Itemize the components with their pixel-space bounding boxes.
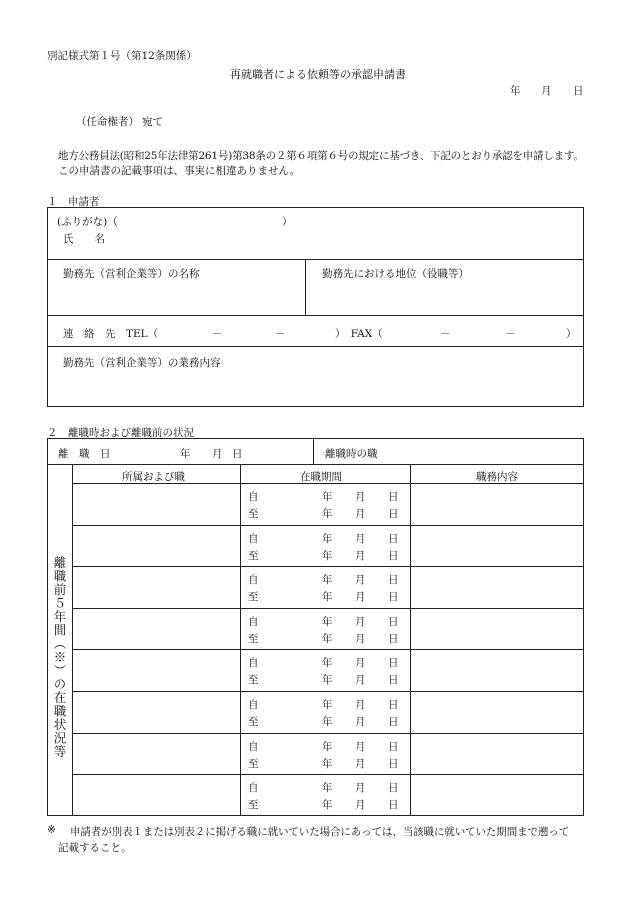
document-title: 再就職者による依頼等の承認申請書	[230, 68, 406, 81]
fax-dash-1: －	[440, 328, 451, 340]
from-label: 自	[248, 657, 259, 670]
divider	[47, 464, 584, 465]
divider	[47, 346, 584, 347]
employer-position-label: 勤務先における地位（役職等）	[322, 268, 469, 280]
duty-cell[interactable]	[414, 777, 580, 813]
addressee-suffix: 宛て	[142, 116, 163, 128]
from-label: 自	[248, 699, 259, 711]
divider	[47, 315, 584, 316]
dept-cell[interactable]	[76, 777, 236, 813]
from-month: 月	[355, 574, 366, 587]
from-month: 月	[355, 699, 366, 711]
dept-cell[interactable]	[76, 611, 236, 647]
contact-label: 連 絡 先	[63, 328, 116, 340]
footnote-mark: ※	[47, 824, 56, 836]
dept-cell[interactable]	[76, 652, 236, 688]
col-duty-header: 職務内容	[476, 471, 518, 483]
section2-heading: ２ 離職時および離職前の状況	[47, 427, 194, 439]
name-input[interactable]	[120, 228, 570, 248]
to-year: 年	[322, 716, 333, 728]
side-label: 離職前５年間（※）の在職状況等	[52, 556, 67, 759]
tel-label: TEL（	[126, 328, 159, 340]
to-day: 日	[388, 799, 399, 812]
to-year: 年	[322, 632, 333, 645]
from-month: 月	[355, 740, 366, 753]
to-label: 至	[248, 549, 259, 562]
addressee-label: （任命権者）	[76, 116, 139, 128]
from-day: 日	[388, 532, 399, 545]
to-label: 至	[248, 632, 259, 645]
furigana-label: (ふりがな)（	[57, 216, 118, 228]
to-year: 年	[322, 757, 333, 770]
to-label: 至	[248, 508, 259, 520]
from-year: 年	[322, 782, 333, 795]
divider	[47, 259, 584, 260]
to-month: 月	[355, 757, 366, 770]
to-day: 日	[388, 632, 399, 645]
row-divider	[72, 774, 584, 775]
to-day: 日	[388, 757, 399, 770]
row-divider	[72, 525, 584, 526]
to-label: 至	[248, 674, 259, 687]
from-label: 自	[248, 574, 259, 587]
from-year: 年	[322, 491, 333, 503]
row-divider	[72, 733, 584, 734]
from-label: 自	[248, 532, 259, 545]
footnote-line-1: 申請者が別表１または別表２に掲げる職に就いていた場合にあっては、当該職に就いていた期間まで遡って	[70, 826, 570, 838]
to-day: 日	[388, 508, 399, 520]
to-month: 月	[355, 591, 366, 604]
duty-cell[interactable]	[414, 528, 580, 564]
col-dept-header: 所属および職	[122, 471, 185, 483]
retire-post-input[interactable]	[385, 442, 575, 460]
from-day: 日	[388, 491, 399, 503]
dept-cell[interactable]	[76, 486, 236, 522]
from-month: 月	[355, 532, 366, 545]
to-label: 至	[248, 591, 259, 604]
from-year: 年	[322, 615, 333, 628]
employer-name-input[interactable]	[60, 282, 300, 310]
dept-cell[interactable]	[76, 736, 236, 772]
from-label: 自	[248, 615, 259, 628]
from-label: 自	[248, 782, 259, 795]
duty-cell[interactable]	[414, 611, 580, 647]
from-year: 年	[322, 532, 333, 545]
to-label: 至	[248, 716, 259, 728]
to-month: 月	[355, 508, 366, 520]
retire-month: 月	[212, 448, 223, 460]
from-month: 月	[355, 615, 366, 628]
to-month: 月	[355, 716, 366, 728]
row-divider	[72, 691, 584, 692]
divider	[410, 464, 411, 816]
retire-post-label: 離職時の職	[325, 448, 378, 460]
furigana-close: ）	[282, 216, 293, 228]
from-year: 年	[322, 574, 333, 587]
duty-cell[interactable]	[414, 486, 580, 522]
to-year: 年	[322, 674, 333, 687]
duty-cell[interactable]	[414, 569, 580, 605]
dept-cell[interactable]	[76, 528, 236, 564]
intro-line-1: 地方公務員法(昭和25年法律第261号)第38条の２第６項第６号の規定に基づき、下記のとおり承認を申請します。	[58, 150, 584, 162]
from-label: 自	[248, 491, 259, 503]
employer-position-input[interactable]	[318, 282, 578, 310]
from-year: 年	[322, 699, 333, 711]
from-month: 月	[355, 782, 366, 795]
from-day: 日	[388, 782, 399, 795]
to-day: 日	[388, 674, 399, 687]
date-day: 日	[573, 85, 584, 97]
form-number: 別記様式第１号（第12条関係）	[47, 50, 197, 62]
divider	[240, 464, 241, 816]
date-year: 年	[510, 85, 521, 97]
row-divider	[72, 649, 584, 650]
from-month: 月	[355, 657, 366, 670]
retire-year: 年	[180, 448, 191, 460]
footnote-line-2: 記載すること。	[58, 842, 132, 854]
retire-date-label: 離 職 日	[58, 448, 111, 460]
dept-cell[interactable]	[76, 569, 236, 605]
from-year: 年	[322, 657, 333, 670]
duty-cell[interactable]	[414, 694, 580, 730]
row-divider	[72, 566, 584, 567]
to-month: 月	[355, 632, 366, 645]
from-day: 日	[388, 699, 399, 711]
employer-name-label: 勤務先（営利企業等）の名称	[63, 268, 200, 280]
to-year: 年	[322, 549, 333, 562]
intro-line-2: この申請書の記載事項は、事実に相違ありません。	[58, 165, 301, 177]
section1-heading: １ 申請者	[47, 196, 100, 208]
dept-cell[interactable]	[76, 694, 236, 730]
from-label: 自	[248, 740, 259, 753]
to-month: 月	[355, 549, 366, 562]
to-label: 至	[248, 799, 259, 812]
duty-cell[interactable]	[414, 652, 580, 688]
from-day: 日	[388, 657, 399, 670]
fax-dash-2: －	[505, 328, 516, 340]
tel-dash-2: －	[275, 328, 286, 340]
business-label: 勤務先（営利企業等）の業務内容	[63, 357, 221, 369]
divider	[72, 464, 73, 816]
to-day: 日	[388, 549, 399, 562]
furigana-input[interactable]	[130, 212, 280, 226]
to-year: 年	[322, 799, 333, 812]
to-year: 年	[322, 508, 333, 520]
date-month: 月	[541, 85, 552, 97]
fax-close: ）	[566, 328, 577, 340]
to-month: 月	[355, 799, 366, 812]
fax-label: ） FAX（	[335, 328, 383, 340]
divider	[305, 259, 306, 315]
retire-day: 日	[232, 448, 243, 460]
divider	[313, 438, 314, 464]
tel-dash-1: －	[212, 328, 223, 340]
to-month: 月	[355, 674, 366, 687]
to-year: 年	[322, 591, 333, 604]
duty-cell[interactable]	[414, 736, 580, 772]
name-label: 氏 名	[63, 233, 105, 245]
from-year: 年	[322, 740, 333, 753]
from-day: 日	[388, 740, 399, 753]
business-input[interactable]	[60, 372, 575, 402]
to-day: 日	[388, 591, 399, 604]
from-day: 日	[388, 574, 399, 587]
from-month: 月	[355, 491, 366, 503]
to-label: 至	[248, 757, 259, 770]
to-day: 日	[388, 716, 399, 728]
row-divider	[72, 608, 584, 609]
from-day: 日	[388, 615, 399, 628]
col-period-header: 在職期間	[300, 471, 342, 483]
